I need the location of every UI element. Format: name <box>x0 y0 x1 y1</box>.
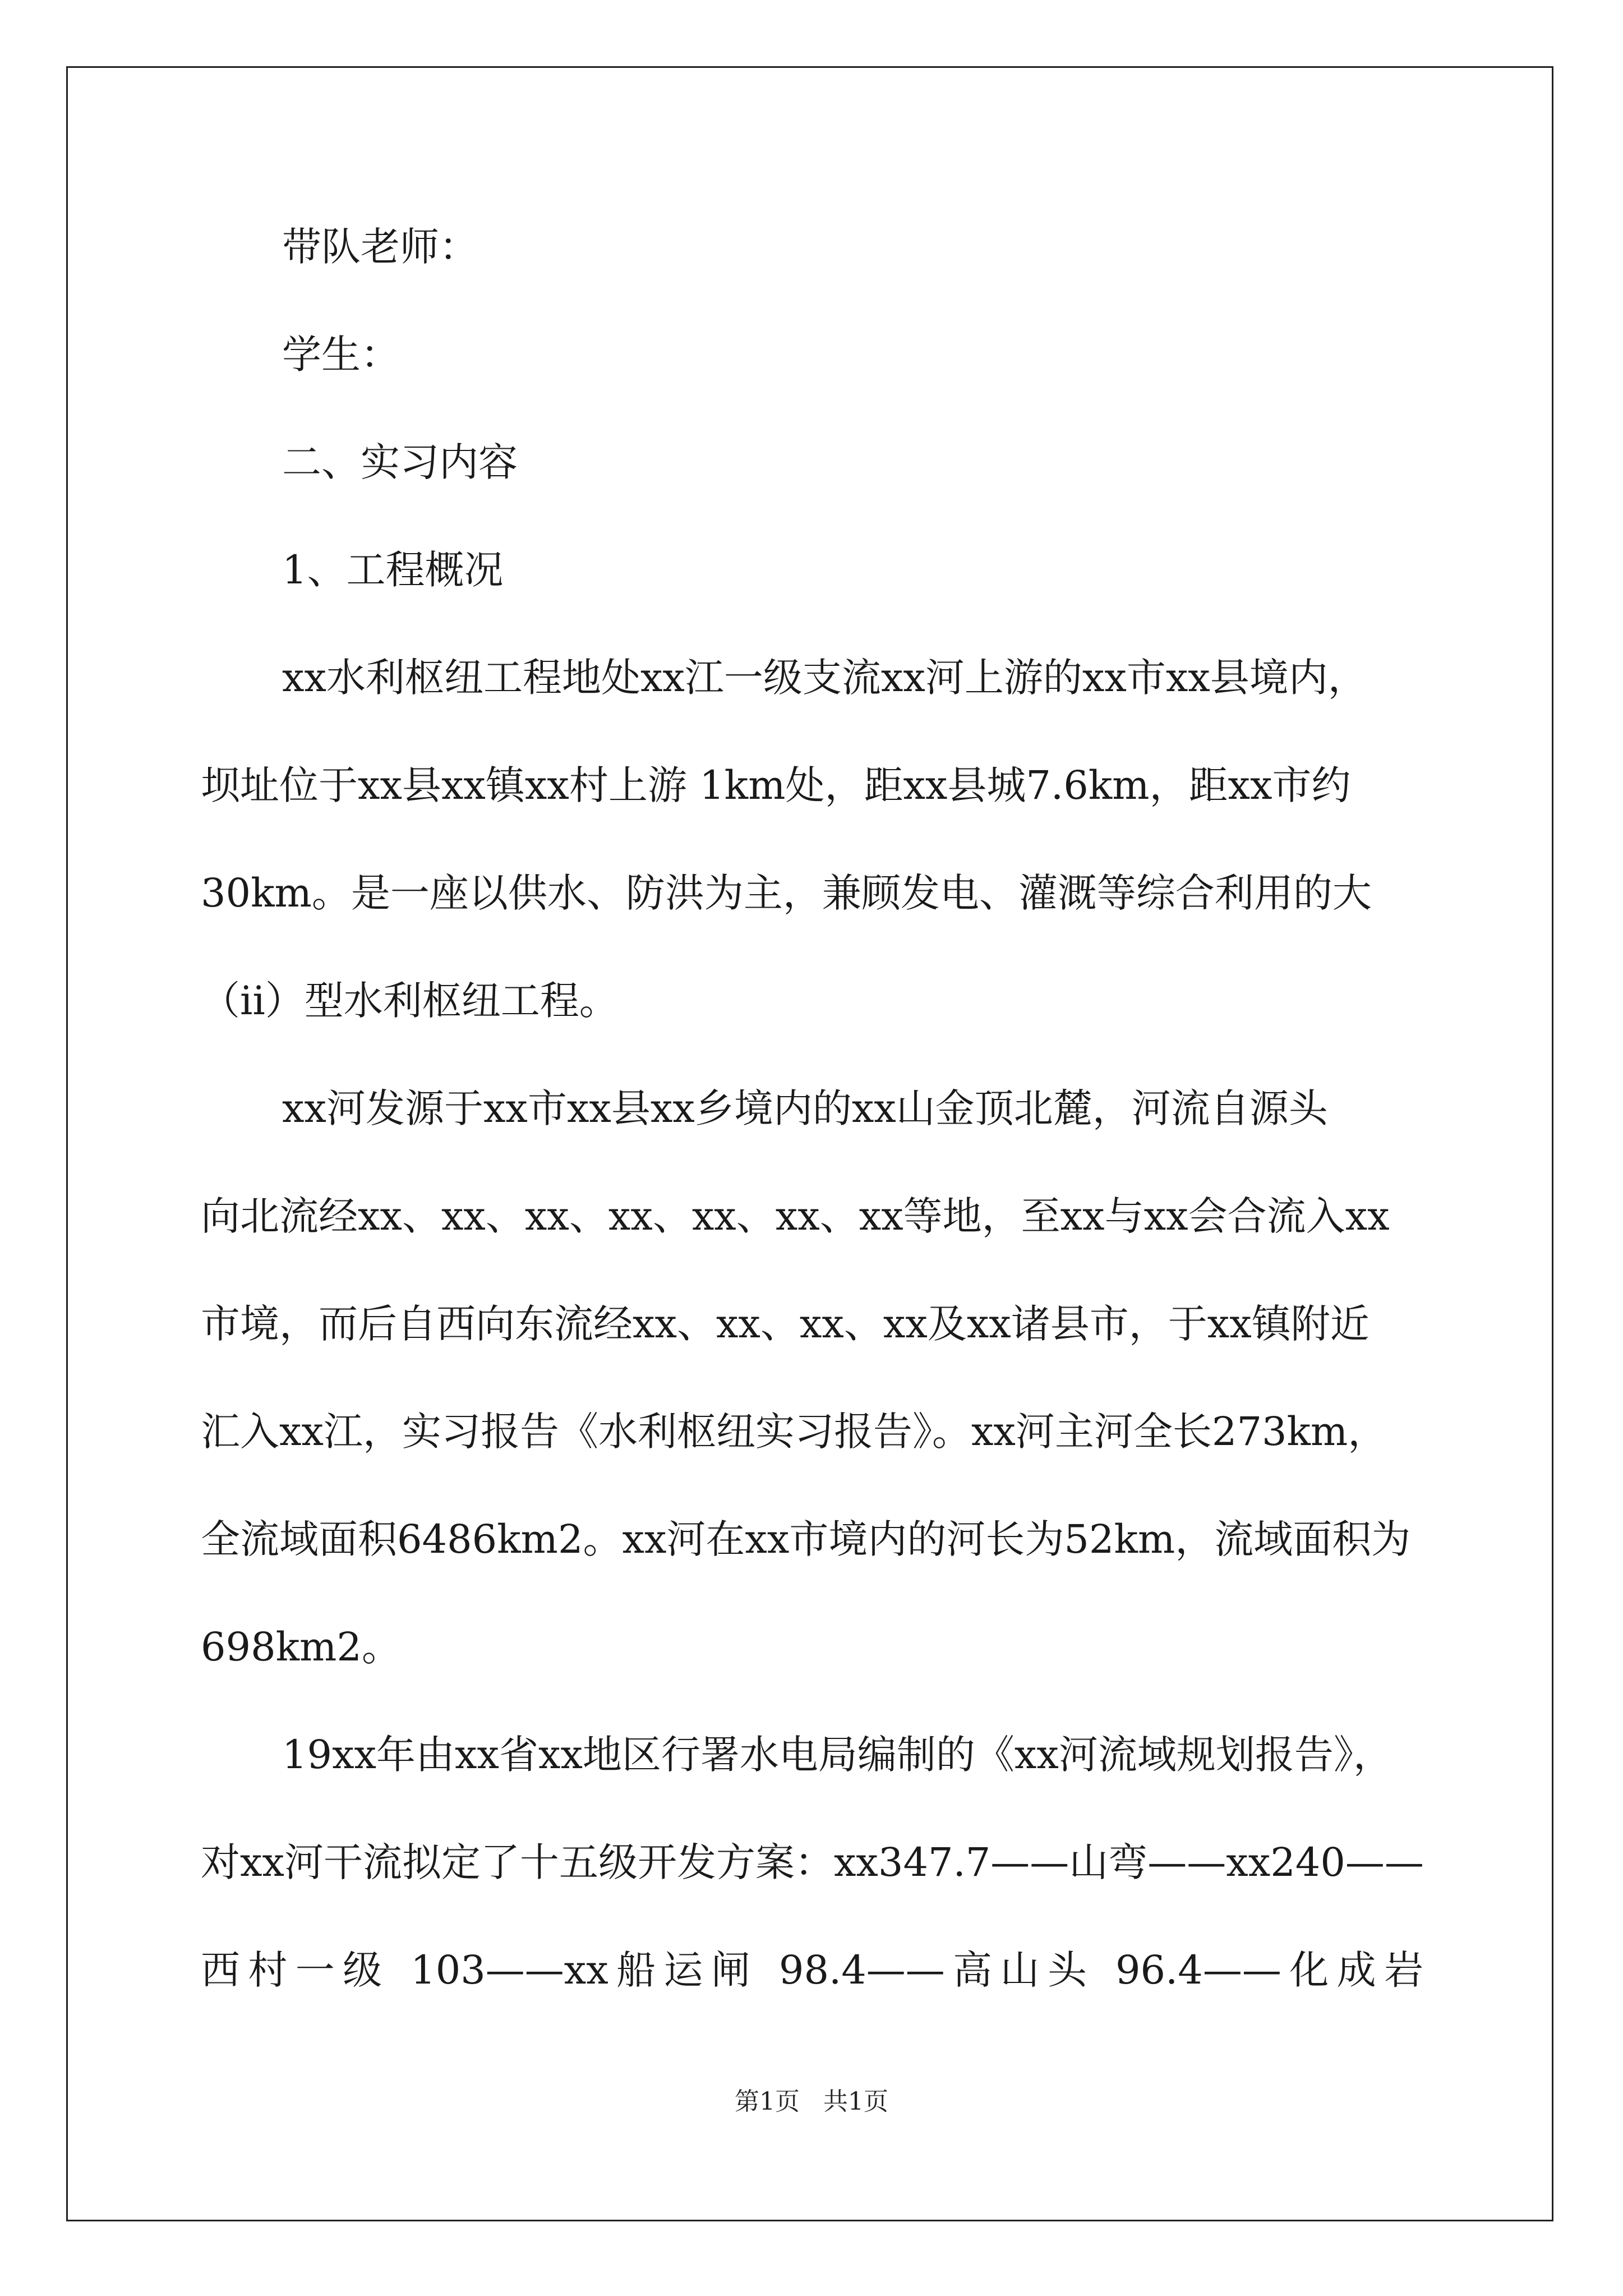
paragraph-line: （ii）型水利枢纽工程。 <box>201 978 619 1024</box>
paragraph-line: xx河发源于xx市xx县xx乡境内的xx山金顶北麓，河流自源头 <box>282 1085 1328 1131</box>
paragraph-line: 汇入xx江，实习报告《水利枢纽实习报告》。xx河主河全长273km， <box>201 1409 1387 1455</box>
paragraph-line: 坝址位于xx县xx镇xx村上游 1km处，距xx县城7.6km，距xx市约 <box>201 762 1351 808</box>
paragraph-line: 西村一级 103——xx船运闸 98.4——高山头 96.4——化成岩 <box>201 1947 1423 1993</box>
text-line-supervisor: 带队老师： <box>282 224 478 270</box>
paragraph-line: 30km。是一座以供水、防洪为主，兼顾发电、灌溉等综合利用的大 <box>201 870 1372 916</box>
page-number-footer: 第1页 共1页 <box>735 2087 888 2116</box>
text-line-students: 学生： <box>282 332 400 378</box>
page-border <box>66 66 1553 2221</box>
paragraph-line: 698km2。 <box>201 1624 401 1670</box>
paragraph-line: 对xx河干流拟定了十五级开发方案：xx347.7——山弯——xx240—— <box>201 1839 1424 1885</box>
paragraph-line: xx水利枢纽工程地处xx江一级支流xx河上游的xx市xx县境内， <box>282 655 1367 701</box>
paragraph-line: 19xx年由xx省xx地区行署水电局编制的《xx河流域规划报告》， <box>282 1732 1393 1778</box>
paragraph-line: 全流域面积6486km2。xx河在xx市境内的河长为52km，流域面积为 <box>201 1516 1411 1562</box>
paragraph-line: 向北流经xx、xx、xx、xx、xx、xx、xx等地，至xx与xx会合流入xx <box>201 1193 1390 1239</box>
paragraph-line: 市境，而后自西向东流经xx、xx、xx、xx及xx诸县市，于xx镇附近 <box>201 1301 1370 1347</box>
subsection-heading-project-overview: 1、工程概况 <box>282 547 504 593</box>
section-heading-internship-content: 二、实习内容 <box>282 439 518 485</box>
